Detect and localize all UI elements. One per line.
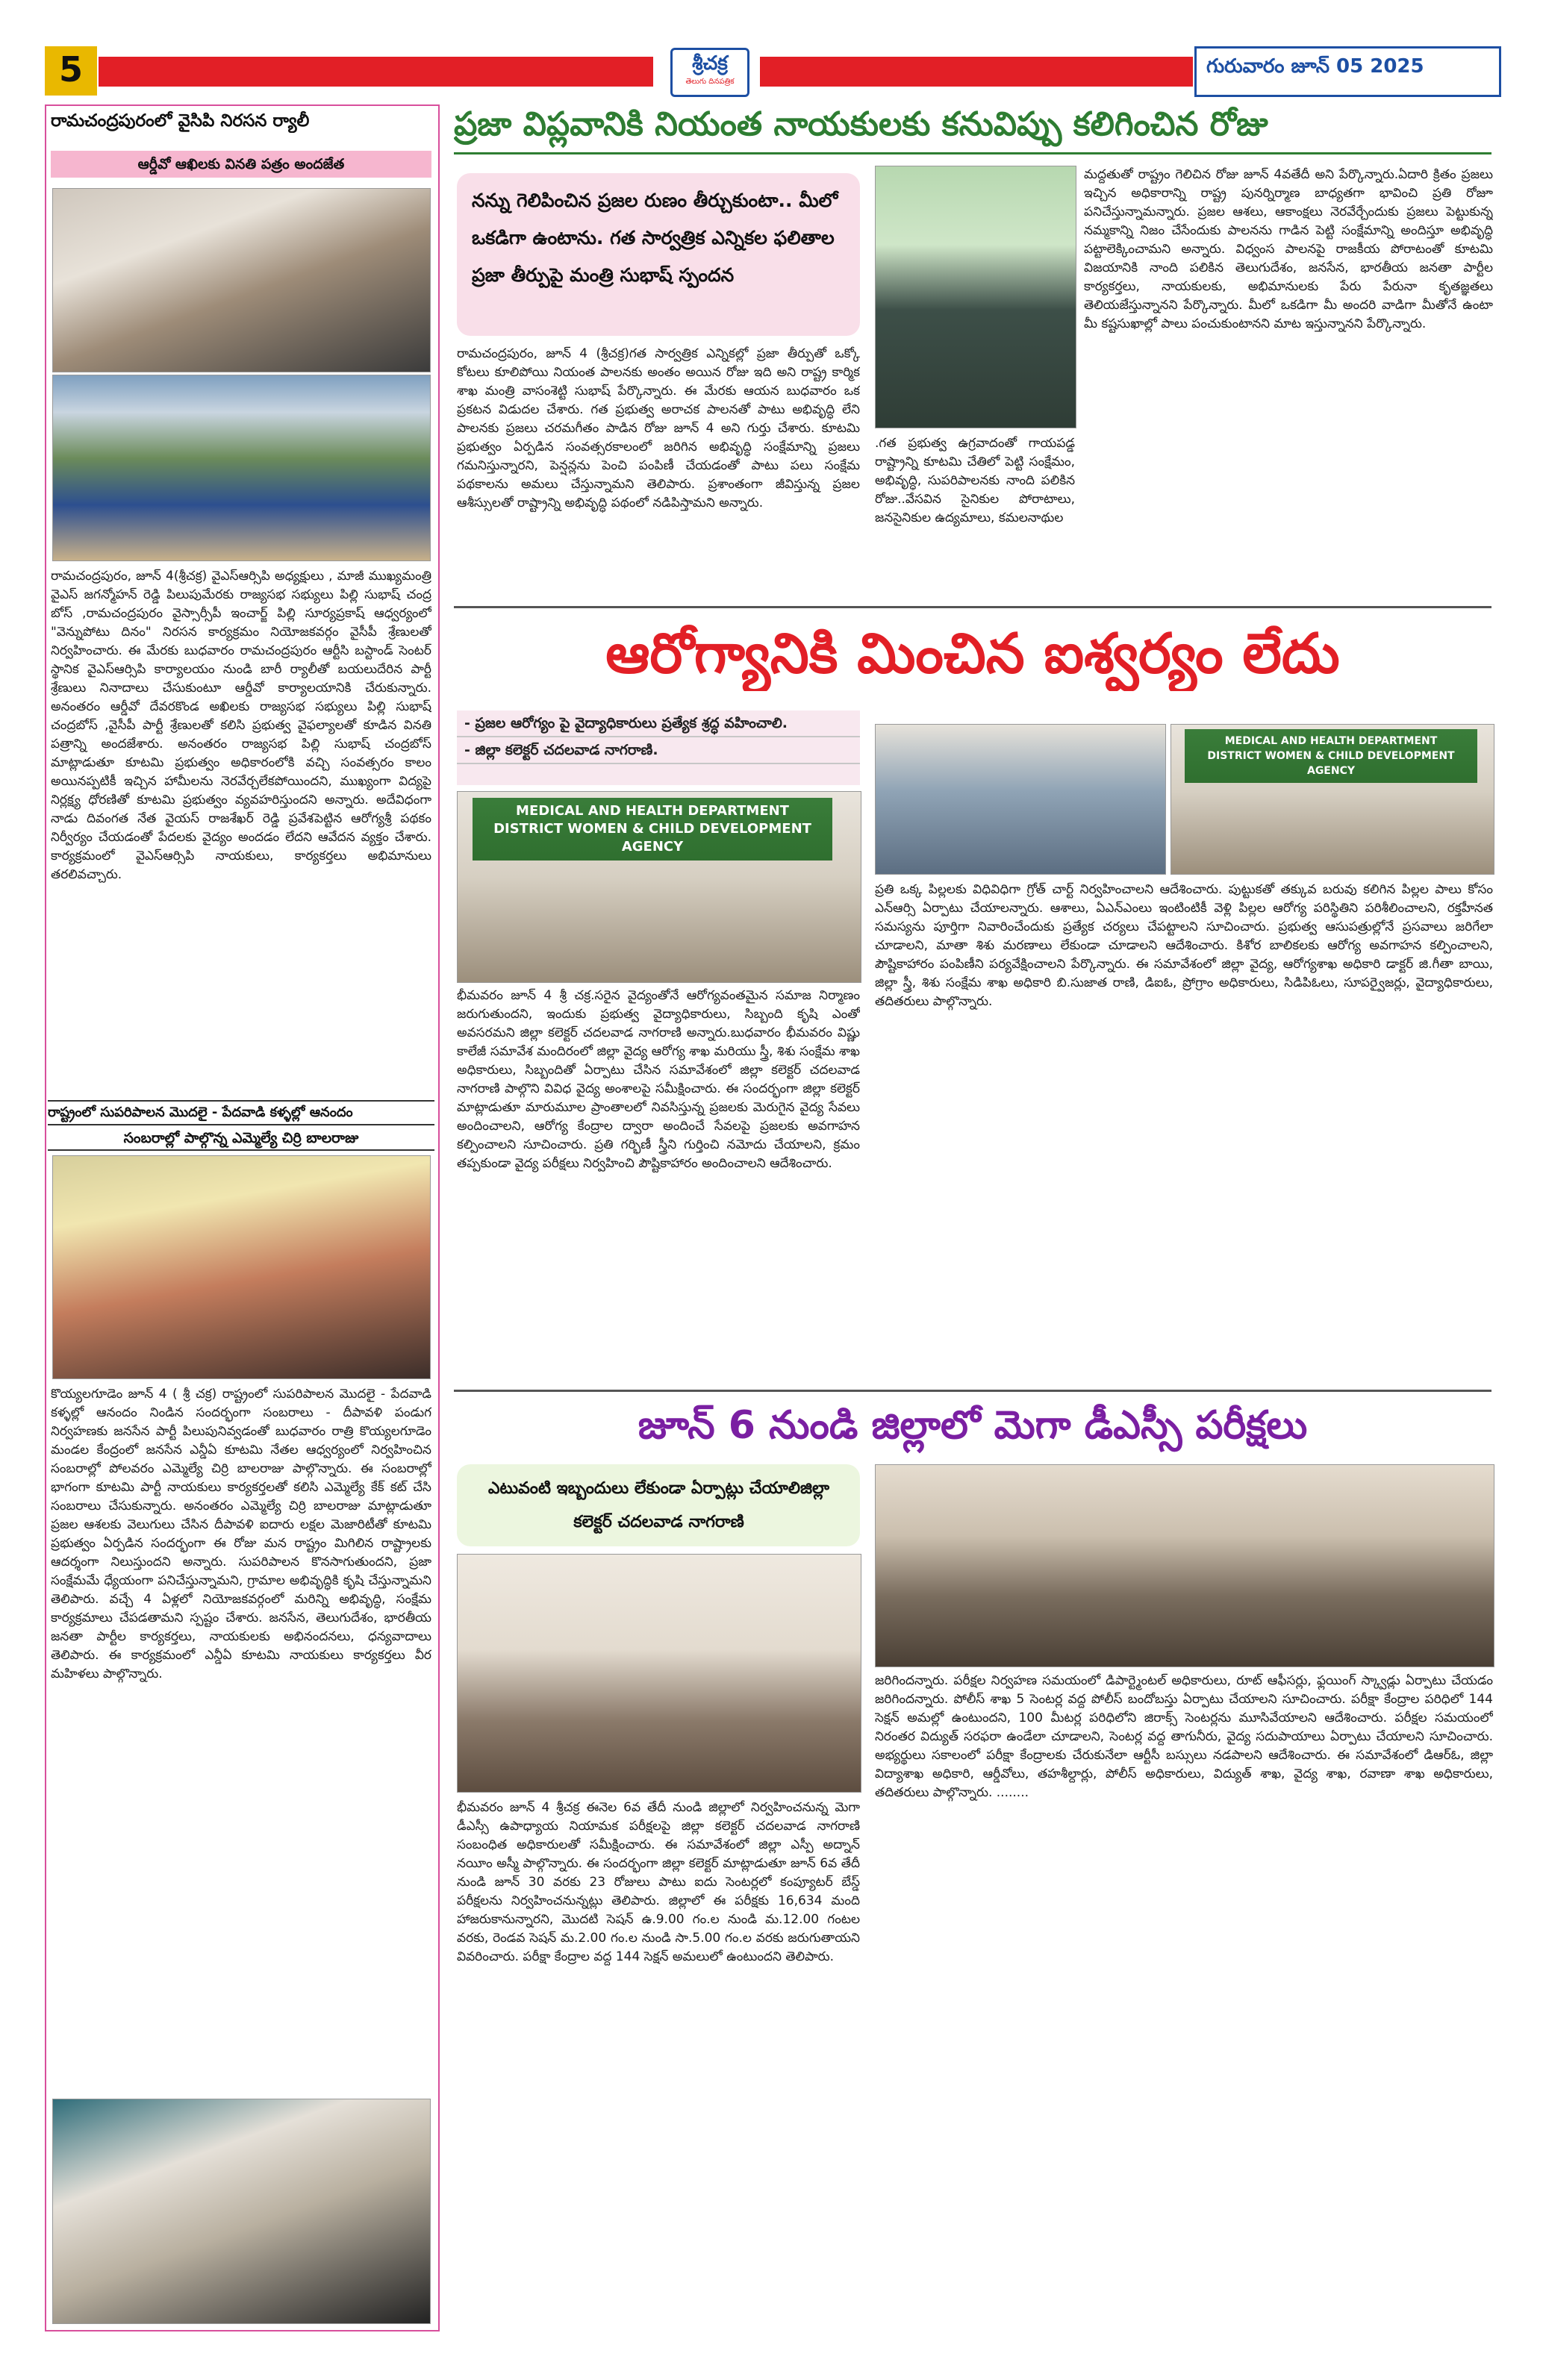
top-story-headline: ప్రజా విప్లవానికి నియంత నాయకులకు కనువిప్పు కలిగించిన రోజు: [454, 105, 1268, 143]
top-story-body1: రామచంద్రపురం, జూన్ 4 (శ్రీచక్ర)గత సార్వత్రిక ఎన్నికల్లో ప్రజా తీర్పుతో ఒక్కో కోటలు కూలిపోయి నియంత పాలనకు అంతం అయిన రోజు ఇది అని రాష్ట్ర కార్మిక శాఖ మంత్రి వాసంశెట్టి సుభాష్ పేర్కొన్నారు. ఈ మేరకు ఆయన బుధవారం ఒక ప్రకటన విడుదల చేశారు. గత ప్రభుత్వ అరాచక పాలనతో పాటు అభివృద్ధి లేని పాలనకు ప్రజలు చరమగీతం పాడిన రోజు జూన్ 4 అని గుర్తు చేశారు. కూటమి ప్రభుత్వం ఏర్పడిన సంవత్సరకాలంలో జరిగిన అభివృద్ధి సంక్షేమాన్ని ప్రజలు గమనిస్తున్నారని, పెన్షన్లను పెంచి పంపిణీ చేయడంతో పాటు పలు సంక్షేమ పథకాలను అమలు చేస్తున్నామని తెలిపారు. ప్రశాంతంగా జీవిస్తున్న ప్రజల ఆశీస్సులతో రాష్ట్రాన్ని అభివృద్ధి పథంలో నడిపిస్తామని అన్నారు.: [457, 346, 860, 510]
health-dais-banner: [1185, 729, 1477, 783]
health-banner-line-2: DISTRICT WOMEN & CHILD DEVELOPMENT AGENCY: [493, 821, 811, 855]
left-story-subhead: ఆర్డీవో ఆఖిలకు వినతి పత్రం అందజేత: [51, 151, 431, 178]
dsc-story-headline: జూన్ 6 నుండి జిల్లాలో మెగా డీఎస్సీ పరీక్షలు: [638, 1403, 1308, 1448]
page-number: 5: [58, 49, 83, 90]
top-story-quote: నన్ను గెలిపించిన ప్రజల రుణం తీర్చుకుంటా.. మీలో ఒకడిగా ఉంటాను. గత సార్వత్రిక ఎన్నికల ఫలితాల ప్రజా తీర్పుపై మంత్రి సుభాష్ స్పందన: [472, 190, 838, 286]
health-story-headline: ఆరోగ్యానికి మించిన ఐశ్వర్యం లేదు: [605, 622, 1340, 686]
health-photo-stage: [457, 791, 861, 983]
left-story-headline: రామచంద్రపురంలో వైసిపి నిరసన ర్యాలీ: [51, 111, 310, 131]
red-band-left: [99, 57, 653, 87]
left-photo-celebration: [52, 1155, 431, 1379]
header-bar: [45, 46, 1497, 96]
health-bullet-1: - ప్రజల ఆరోగ్యం పై వైద్యాధికారులు ప్రత్యేక శ్రద్ధ వహించాలి.: [457, 710, 860, 737]
left-photo-memorandum: [52, 188, 431, 372]
left-photo-rally: [52, 375, 431, 561]
health-dais-banner-line-2: DISTRICT WOMEN & CHILD DEVELOPMENT AGENCY: [1207, 750, 1455, 777]
dsc-photo-meeting: [875, 1464, 1494, 1667]
dsc-body-right: జరిగిందన్నారు. పరీక్షల నిర్వహణ సమయంలో డిపార్ట్మెంటల్ అధికారులు, రూట్ ఆఫీసర్లు, ఫ్లయింగ్ స్క్వాడ్లు ఏర్పాటు చేయడం జరిగిందన్నారు. పోలీస్ శాఖ 5 సెంటర్ల వద్ద పోలీస్ బందోబస్తు ఏర్పాటు చేయాలని సూచించారు. పరీక్షా కేంద్రాల పరిధిలో 144 సెక్షన్ అమల్లో ఉంటుందని, 100 మీటర్ల పరిధిలోని జిరాక్స్ సెంటర్లను మూసివేయాలని ఆదేశించారు. పరీక్షల సమయంలో నిరంతర విద్యుత్ సరఫరా ఉండేలా చూడాలని, సెంటర్ల వద్ద తాగునీరు, వైద్య సదుపాయాలు ఏర్పాటు చేయాలని సూచించారు. అభ్యర్థులు సకాలంలో పరీక్షా కేంద్రాలకు చేరుకునేలా ఆర్టీసీ బస్సులు నడపాలని ఆదేశించారు. ఈ సమావేశంలో డిఆర్ఓ, జిల్లా విద్యాశాఖ అధికారి, ఆర్డీవోలు, తహశీల్దార్లు, పోలీస్ అధికారులు, విద్యుత్ శాఖ, వైద్య శాఖ, రవాణా శాఖ అధికారులు, తదితరులు పాల్గొన్నారు. ........: [875, 1673, 1493, 1800]
health-photo-audience: [875, 724, 1166, 875]
red-band-right: [760, 57, 1193, 87]
left-story2-subhead: సంబరాల్లో పాల్గొన్న ఎమ్మెల్యే చిర్రి బాలరాజు: [48, 1127, 434, 1151]
top-story-body2: .గత ప్రభుత్వ ఉగ్రవాదంతో గాయపడ్డ రాష్ట్రాన్ని కూటమి చేతిలో పెట్టి సంక్షేమం, అభివృద్ధి, సుపరిపాలనకు నాంది పలికిన రోజు..వేసవిన సైనికుల పోరాటాలు, జనసైనికుల ఉద్యమాలు, కమలనాథుల: [875, 436, 1075, 525]
health-photo-dais: [1171, 724, 1494, 875]
health-dais-banner-line-1: MEDICAL AND HEALTH DEPARTMENT: [1224, 735, 1438, 747]
health-bullet-2: - జిల్లా కలెక్టర్ చదలవాడ నాగరాణి.: [457, 737, 860, 764]
masthead-tagline: తెలుగు దినపత్రిక: [685, 78, 735, 86]
section-divider-1: [454, 606, 1491, 608]
dsc-story-subhead: ఎటువంటి ఇబ్బందులు లేకుండా ఏర్పాట్లు చేయాలిజిల్లా కలెక్టర్ చదలవాడ నాగరాణి: [487, 1479, 830, 1531]
health-banner-line-1: MEDICAL AND HEALTH DEPARTMENT: [516, 803, 789, 819]
health-bullets: [457, 710, 860, 785]
dsc-photo-officials: [457, 1554, 861, 1793]
masthead-title: శ్రీచక్ర: [692, 52, 728, 75]
section-divider-2: [454, 1390, 1491, 1392]
minister-photo: [875, 166, 1076, 428]
top-story-rule: [454, 152, 1491, 154]
left-story2-headline: రాష్ట్రంలో సుపరిపాలన మొదలై - పేదవాడి కళ్ళల్లో ఆనందం: [48, 1100, 434, 1125]
masthead: [670, 48, 749, 97]
health-photo-banner: [473, 798, 832, 861]
health-body-left: భీమవరం జూన్ 4 శ్రీ చక్ర.సరైన వైద్యంతోనే ఆరోగ్యవంతమైన సమాజ నిర్మాణం జరుగుతుందని, ఇందుకు ప్రభుత్వ వైద్యాధికారులు, సిబ్బంది కృషి ఎంతో అవసరమని జిల్లా కలెక్టర్ చదలవాడ నాగరాణి అన్నారు.బుధవారం భీమవరం విష్ణు కాలేజీ సమావేశ మందిరంలో జిల్లా వైద్య ఆరోగ్య శాఖ మరియు స్త్రీ, శిశు సంక్షేమ శాఖ అధికారులు, సిబ్బందితో ఏర్పాటు చేసిన సమావేశంలో జిల్లా కలెక్టర్ చదలవాడ నాగరాణి పాల్గొని వివిధ వైద్య అంశాలపై సమీక్షించారు. ఈ సందర్భంగా జిల్లా కలెక్టర్ మాట్లాడుతూ మారుమూల ప్రాంతాలలో నివసిస్తున్న ప్రజలకు మెరుగైన వైద్య సేవలు అందించాలని, ఆరోగ్య కేంద్రాల ద్వారా అందించే సేవలపై ప్రజలకు అవగాహన కల్పించాలని సూచించారు. ప్రతి గర్భిణీ స్త్రీని గుర్తించి నమోదు చేయాలని, క్రమం తప్పకుండా వైద్య పరీక్షలు నిర్వహించి పౌష్టికాహారం అందించాలని ఆదేశించారు.: [457, 988, 860, 1171]
health-body-right: ప్రతి ఒక్క పిల్లలకు విధివిధిగా గ్రోత్ చార్ట్ నిర్వహించాలని ఆదేశించారు. పుట్టుకతో తక్కువ బరువు కలిగిన పిల్లల పాలు కోసం ఎన్ఆర్సి ఏర్పాటు చేయాలన్నారు. ఆశాలు, ఏఎన్ఎంలు ఇంటింటికీ వెళ్లి పిల్లల ఆరోగ్య పరిస్థితిని పరిశీలించాలని, రక్తహీనత సమస్యను పూర్తిగా నివారించేందుకు ప్రత్యేక చర్యలు చేపట్టాలని సూచించారు. ప్రభుత్వ ఆసుపత్రుల్లోనే ప్రసవాలు జరిగేలా చూడాలని, మాతా శిశు మరణాలు లేకుండా చూడాలని ఆదేశించారు. కిశోర బాలికలకు ఆరోగ్య అవగాహన కల్పించాలని, పౌష్టికాహారం పంపిణీని పర్యవేక్షించాలని పేర్కొన్నారు. ఈ సమావేశంలో జిల్లా వైద్య, ఆరోగ్యశాఖ అధికారి డాక్టర్ జి.గీతా బాయి, జిల్లా స్త్రీ, శిశు సంక్షేమ శాఖ అధికారి బి.సుజాత రాణి, డిఐఓ, ప్రోగ్రాం అధికారులు, సిడిపిఓలు, సూపర్వైజర్లు, వైద్యాధికారులు, తదితరులు పాల్గొన్నారు.: [875, 882, 1493, 1009]
top-story-body3: మద్దతుతో రాష్ట్రం గెలిచిన రోజు జూన్ 4వతేదీ అని పేర్కొన్నారు.ఏదారి క్రితం ప్రజలు ఇచ్చిన అధికారాన్ని రాష్ట్ర పునర్నిర్మాణ బాధ్యతగా భావించి ప్రతి రోజూ పనిచేస్తున్నామన్నారు. ప్రజల ఆశలు, ఆకాంక్షలు నెరవేర్చేందుకు ప్రజలు పెట్టుకున్న నమ్మకాన్ని నిజం చేసేందుకు పాలనను గాడిన పెట్టి సంక్షేమాన్ని అందిస్తూ అభివృద్ధి పట్టాలెక్కించామని అన్నారు. విధ్వంస పాలనపై రాజకీయ పోరాటంతో కూటమి విజయానికి నాంది పలికిన తెలుగుదేశం, జనసేన, భారతీయ జనతా పార్టీల కార్యకర్తలు, నాయకులకు, అభిమానులకు పేరు పేరునా కృతజ్ఞతలు తెలియజేస్తున్నానని పేర్కొన్నారు. మీలో ఒకడిగా మీ అందరి వాడిగా మీతోనే ఉంటా మీ కష్టసుఖాల్లో పాలు పంచుకుంటానని మాట ఇస్తున్నానని పేర్కొన్నారు.: [1084, 167, 1493, 331]
dsc-body-left: భీమవరం జూన్ 4 శ్రీచక్ర ఈనెల 6వ తేదీ నుండి జిల్లాలో నిర్వహించనున్న మెగా డీఎస్సీ ఉపాధ్యాయ నియామక పరీక్షలపై జిల్లా కలెక్టర్ చదలవాడ నాగరాణి సంబంధిత అధికారులతో సమీక్షించారు. ఈ సమావేశంలో జిల్లా ఎస్పీ అద్నాన్ నయీం అస్మీ పాల్గొన్నారు. ఈ సందర్భంగా జిల్లా కలెక్టర్ మాట్లాడుతూ జూన్ 6వ తేదీ నుండి జూన్ 30 వరకు 23 రోజులు పాటు ఐదు సెంటర్లలో కంప్యూటర్ బేస్డ్ పరీక్షలను నిర్వహించనున్నట్లు తెలిపారు. జిల్లాలో ఈ పరీక్షకు 16,634 మంది హాజరుకానున్నారని, మొదటి సెషన్ ఉ.9.00 గం.ల నుండి మ.12.00 గంటల వరకు, రెండవ సెషన్ మ.2.00 గం.ల నుండి సా.5.00 గం.ల వరకు జరుగుతాయని వివరించారు. పరీక్షా కేంద్రాల వద్ద 144 సెక్షన్ అమలులో ఉంటుందని తెలిపారు.: [457, 1800, 860, 1964]
left-story-body: రామచంద్రపురం, జూన్ 4(శ్రీచక్ర) వైఎస్ఆర్సిపి అధ్యక్షులు , మాజీ ముఖ్యమంత్రి వైఎస్ జగన్మోహన్ రెడ్డి పిలుపుమేరకు రాజ్యసభ సభ్యులు పిల్లి సుభాష్ చంద్ర బోస్ ,రామచంద్రపురం వైస్సార్సీపీ ఇంచార్జ్ పిల్లి సూర్యప్రకాష్ ఆధ్వర్యంలో "వెన్నుపోటు దినం" నిరసన కార్యక్రమం నియోజకవర్గం వైసీపీ శ్రేణులతో నిర్వహించారు. ఈ మేరకు బుధవారం రామచంద్రపురం ఆర్టీసి బస్టాండ్ సెంటర్ స్థానిక వైఎస్ఆర్సిపి కార్యాలయం నుండి బారీ ర్యాలీతో బయలుదేరిన పార్టీ శ్రేణులు నినాదాలు చేసుకుంటూ ఆర్డీవో కార్యాలయానికి చేరుకున్నారు. అనంతరం ఆర్డీవో దేవరకొండ అఖిలకు రాజ్యసభ సభ్యులు పిల్లి సుభాష్ చంద్రబోస్ ,వైసీపీ పార్టీ శ్రేణులతో కలిసి ప్రభుత్వ వైఫల్యాలతో కూడిన వినతి పత్రాన్ని అందజేశారు. అనంతరం రాజ్యసభ పిల్లి సుభాష్ చంద్రబోస్ మాట్లాడుతూ కూటమి ప్రభుత్వం అధికారంలోకి వచ్చి సంవత్సరం కాలం అయినప్పటికీ ఇచ్చిన హామీలను నెరవేర్చలేకపోయిందని, ముఖ్యంగా విద్యపై నిర్లక్ష్య ధోరణితో కూటమి ప్రభుత్వం వ్యవహరిస్తుందని అన్నారు. అదేవిధంగా నాడు దివంగత నేత వైయస్ రాజశేఖర్ రెడ్డి ప్రవేశపెట్టిన ఆరోగ్యశ్రీ పథకం నిర్వీర్యం చేయడంతో పేదలకు వైద్యం అందడం లేదని ఆవేదన వ్యక్తం చేశారు. కార్యక్రమంలో వైఎస్ఆర్సిపి నాయకులు, కార్యకర్తలు అభిమానులు తరలివచ్చారు.: [51, 569, 431, 882]
date-line: గురువారం జూన్ 05 2025: [1206, 55, 1424, 78]
left-story2-body: కొయ్యలగూడెం జూన్ 4 ( శ్రీ చక్ర) రాష్ట్రంలో సుపరిపాలన మొదలై - పేదవాడి కళ్ళల్లో ఆనందం నిండిన సందర్భంగా సంబరాలు - దీపావళి పండుగ నిర్వహణకు జనసేన పార్టీ పిలుపునివ్వడంతో బుధవారం రాత్రి కొయ్యలగూడెం మండల కేంద్రంలో జనసేన ఎన్డీఏ కూటమి నేతల ఆధ్వర్యంలో నిర్వహించిన సంబరాల్లో పోలవరం ఎమ్మెల్యే చిర్రి బాలరాజు పాల్గొన్నారు. ఈ సంబరాల్లో భాగంగా కూటమి పార్టీ నాయకులు కార్యకర్తలతో కలిసి ఎమ్మెల్యే కేక్ కట్ చేసి సంబరాలు చేసుకున్నారు. అనంతరం ఎమ్మెల్యే చిర్రి బాలరాజు మాట్లాడుతూ ప్రజల ఆశలకు వెలుగులు చేసిన దీపావళి ఐదారు లక్షల మెజారిటీతో కూటమి ప్రభుత్వం ఏర్పడిన సందర్భంగా ఈ రోజు మన రాష్ట్రం మిగిలిన రాష్ట్రాలకు ఆదర్శంగా నిలుస్తుందని అన్నారు. సుపరిపాలన కొనసాగుతుందని, ప్రజా సంక్షేమమే ధ్యేయంగా పనిచేస్తున్నామని, గ్రామాల అభివృద్ధికి కృషి చేస్తున్నామని తెలిపారు. వచ్చే 4 ఏళ్లలో నియోజకవర్గంలో మరిన్ని అభివృద్ధి, సంక్షేమ కార్యక్రమాలు చేపడతామని స్పష్టం చేశారు. జనసేన, తెలుగుదేశం, భారతీయ జనతా పార్టీల కార్యకర్తలు, నాయకులకు అభినందనలు, ధన్యవాదాలు తెలిపారు. ఈ కార్యక్రమంలో ఎన్డీఏ కూటమి నాయకులు కార్యకర్తలు వీర మహిళలు పాల్గొన్నారు.: [51, 1387, 431, 1681]
left-photo-cake: [52, 2099, 431, 2324]
